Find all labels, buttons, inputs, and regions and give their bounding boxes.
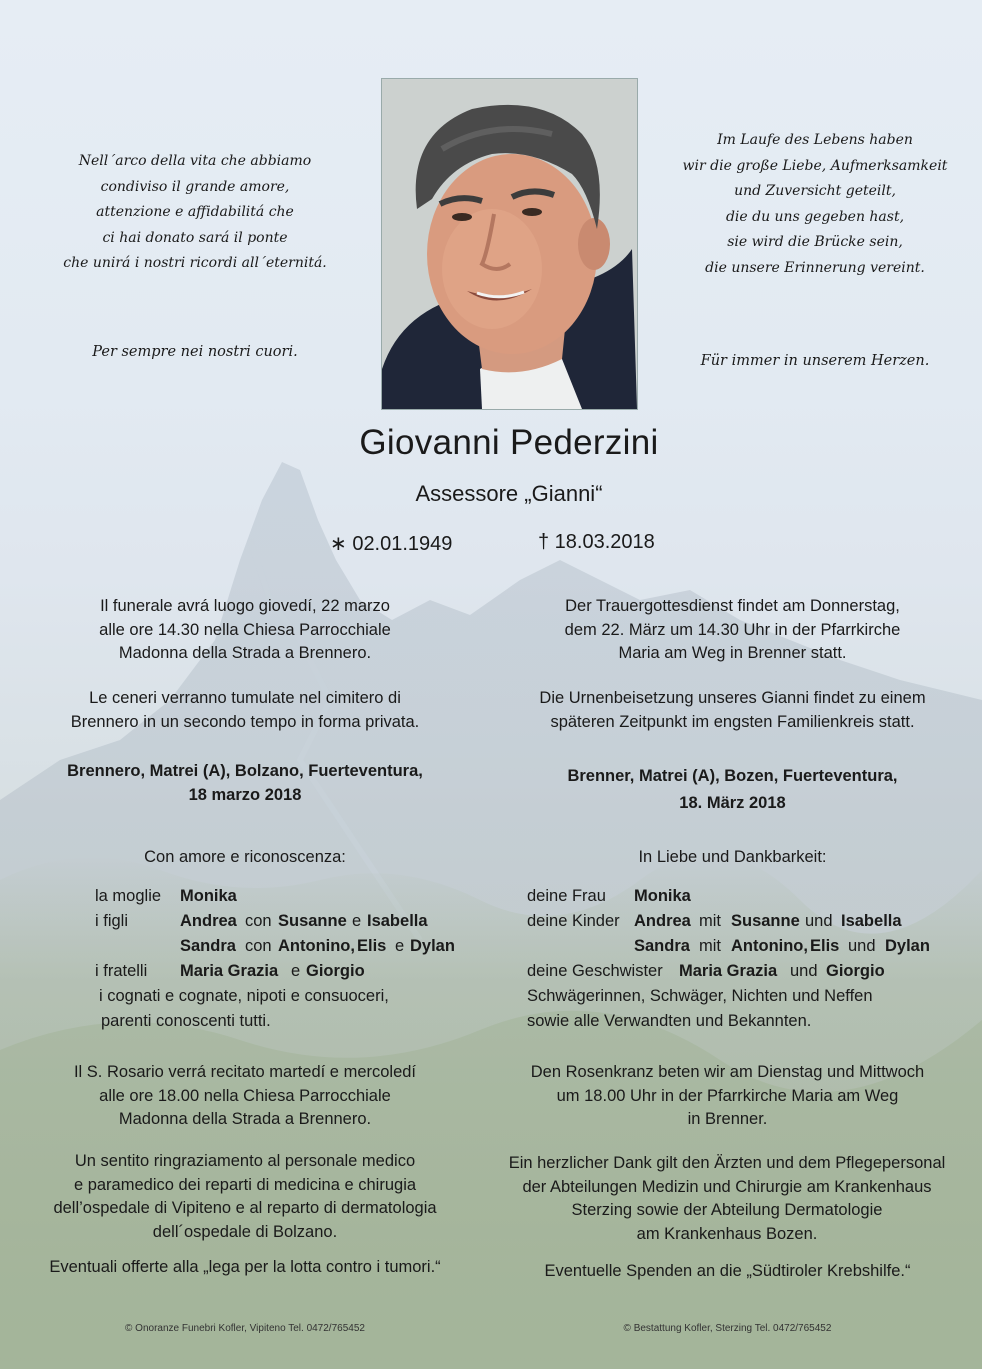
text-line: Ein herzlicher Dank gilt den Ärzten und dem Pflegepersonal <box>508 1154 946 1172</box>
verse-line: condiviso il grande amore, <box>100 178 290 195</box>
ashes-info-italian <box>30 687 460 734</box>
family-name: Isabella <box>841 912 902 930</box>
relation-label: deine Geschwister <box>527 962 663 980</box>
text-line: Die Urnenbeisetzung unseres Gianni findet zu einem <box>539 689 926 707</box>
verse-german <box>665 128 965 282</box>
text-line: der Abteilungen Medizin und Chirurgie am Krankenhaus <box>522 1177 932 1196</box>
text-line: parenti conoscenti tutti. <box>101 1012 271 1030</box>
thanks-italian <box>20 1150 470 1244</box>
family-row-others-2 <box>95 1009 465 1034</box>
text-line: am Krankenhaus Bozen. <box>636 1224 818 1243</box>
funeral-info-italian <box>30 595 460 666</box>
family-row-siblings <box>527 959 967 984</box>
family-row-others <box>527 984 967 1009</box>
text-line: Il S. Rosario verrá recitato martedí e mercoledí <box>73 1063 417 1081</box>
text-line: Madonna della Strada a Brennero. <box>118 1110 372 1128</box>
text-line: späteren Zeitpunkt im engsten Familienkreis statt. <box>550 712 915 731</box>
text-line: alle ore 18.00 nella Chiesa Parrocchiale <box>99 1086 391 1105</box>
portrait-illustration <box>382 79 637 409</box>
connector-word: und <box>848 937 876 955</box>
family-row-wife <box>95 884 465 909</box>
family-name: Elis <box>357 937 387 955</box>
text-line: 18 marzo 2018 <box>188 785 302 804</box>
deceased-name: Giovanni Pederzini <box>359 423 659 462</box>
text-line: Brenner, Matrei (A), Bozen, Fuerteventura, <box>567 767 898 785</box>
family-row-children <box>95 909 465 934</box>
text-line: Un sentito ringraziamento al personale medico <box>74 1152 416 1170</box>
motto-italian: Per sempre nei nostri cuori. <box>92 344 298 360</box>
text-line: Brennero in un secondo tempo in forma privata. <box>70 712 420 731</box>
family-row-siblings <box>95 959 465 984</box>
ashes-info-german <box>505 687 960 734</box>
family-name: Giorgio <box>826 962 885 980</box>
family-row-children-2 <box>95 934 465 959</box>
verse-line: Im Laufe des Lebens haben <box>717 132 913 148</box>
donation-italian: Eventuali offerte alla „lega per la lotta contro i tumori.“ <box>49 1258 441 1276</box>
text-line: sowie alle Verwandten und Bekannten. <box>527 1012 812 1030</box>
connector-word: mit <box>699 937 721 955</box>
family-name: Maria Grazia <box>679 962 778 980</box>
connector-word: e <box>352 912 362 930</box>
text-line: Maria am Weg in Brenner statt. <box>618 644 847 662</box>
text-line: e paramedico dei reparti di medicina e chirugia <box>73 1175 417 1194</box>
family-name: Dylan <box>410 937 455 955</box>
family-name: Dylan <box>885 937 930 955</box>
footer-italian: © Onoranze Funebri Kofler, Vipiteno Tel. 0472/765452 <box>125 1323 365 1334</box>
family-name: Sandra <box>634 937 690 955</box>
family-name: Susanne <box>731 912 800 930</box>
text-line: i cognati e cognate, nipoti e consuoceri, <box>99 987 389 1005</box>
text-line: Der Trauergottesdienst findet am Donnerstag, <box>565 597 900 615</box>
verse-line: attenzione e affidabilitá che <box>96 204 294 221</box>
family-name: Monika <box>180 887 237 905</box>
text-line: in Brenner. <box>687 1110 768 1128</box>
family-name: Monika <box>634 887 691 905</box>
verse-line: che unirá i nostri ricordi all´eternitá. <box>63 255 327 272</box>
verse-line: die unsere Erinnerung vereint. <box>705 259 925 276</box>
thanks-german <box>487 1152 967 1246</box>
relation-label: i fratelli <box>95 962 148 980</box>
rosary-info-italian <box>30 1061 460 1132</box>
text-line: dem 22. März um 14.30 Uhr in der Pfarrkirche <box>564 620 901 639</box>
family-name: Elis <box>810 937 840 955</box>
connector-word: e <box>395 937 405 955</box>
deceased-title: Assessore „Gianni“ <box>415 481 603 506</box>
family-list-german <box>527 884 967 1034</box>
verse-line: und Zuversicht geteilt, <box>734 183 896 200</box>
footer-german: © Bestattung Kofler, Sterzing Tel. 0472/765452 <box>623 1323 832 1334</box>
connector-word: e <box>291 962 301 980</box>
relation-label: deine Frau <box>527 887 606 905</box>
portrait-photo <box>381 78 638 410</box>
text-line: 18. März 2018 <box>679 794 786 812</box>
place-date-german <box>505 763 960 817</box>
relation-label: i figli <box>95 912 129 930</box>
family-name: Andrea <box>180 912 237 930</box>
family-row-others <box>95 984 465 1009</box>
rosary-info-german <box>495 1061 960 1132</box>
relation-label: deine Kinder <box>527 912 620 930</box>
donation-german: Eventuelle Spenden an die „Südtiroler Krebshilfe.“ <box>544 1262 911 1280</box>
verse-italian <box>40 149 350 277</box>
verse-line: ci hai donato sará il ponte <box>102 229 288 246</box>
verse-line: die du uns gegeben hast, <box>725 208 905 225</box>
connector-word: und <box>790 962 818 980</box>
motto-german: Für immer in unserem Herzen. <box>700 353 930 369</box>
family-row-wife <box>527 884 967 909</box>
family-name: Andrea <box>634 912 691 930</box>
family-intro-german: In Liebe und Dankbarkeit: <box>638 848 827 866</box>
family-list-italian <box>95 884 465 1034</box>
birth-date: ∗ 02.01.1949 <box>330 533 453 555</box>
text-line: Brennero, Matrei (A), Bolzano, Fuerteventura, <box>67 762 423 780</box>
connector-word: mit <box>699 912 721 930</box>
family-row-others-2 <box>527 1009 967 1034</box>
family-name: Susanne <box>278 912 347 930</box>
connector-word: con <box>245 937 272 955</box>
death-date: † 18.03.2018 <box>538 531 655 553</box>
family-name: Sandra <box>180 937 236 955</box>
family-name: Giorgio <box>306 962 365 980</box>
connector-word: und <box>805 912 833 930</box>
place-date-italian <box>30 760 460 807</box>
family-row-children <box>527 909 967 934</box>
verse-line: Nell´arco della vita che abbiamo <box>78 153 312 169</box>
funeral-info-german <box>505 595 960 666</box>
text-line: dell’ospedale di Vipiteno e al reparto di dermatologia <box>53 1199 437 1217</box>
text-line: Madonna della Strada a Brennero. <box>118 644 372 662</box>
text-line: Schwägerinnen, Schwäger, Nichten und Neffen <box>527 987 873 1005</box>
text-line: Il funerale avrá luogo giovedí, 22 marzo <box>100 597 390 615</box>
text-line: Den Rosenkranz beten wir am Dienstag und Mittwoch <box>530 1063 925 1081</box>
family-name: Antonino, <box>278 937 355 955</box>
family-intro-italian: Con amore e riconoscenza: <box>144 848 346 866</box>
text-line: Le ceneri verranno tumulate nel cimitero di <box>89 689 401 707</box>
family-name: Antonino, <box>731 937 808 955</box>
text-line: um 18.00 Uhr in der Pfarrkirche Maria am Weg <box>556 1086 899 1105</box>
family-row-children-2 <box>527 934 967 959</box>
text-line: Sterzing sowie der Abteilung Dermatologie <box>571 1201 883 1219</box>
verse-line: wir die große Liebe, Aufmerksamkeit <box>682 157 948 174</box>
family-name: Maria Grazia <box>180 962 279 980</box>
verse-line: sie wird die Brücke sein, <box>727 234 903 251</box>
connector-word: con <box>245 912 272 930</box>
family-name: Isabella <box>367 912 428 930</box>
text-line: dell´ospedale di Bolzano. <box>152 1222 338 1241</box>
relation-label: la moglie <box>95 887 162 905</box>
text-line: alle ore 14.30 nella Chiesa Parrocchiale <box>99 620 391 639</box>
